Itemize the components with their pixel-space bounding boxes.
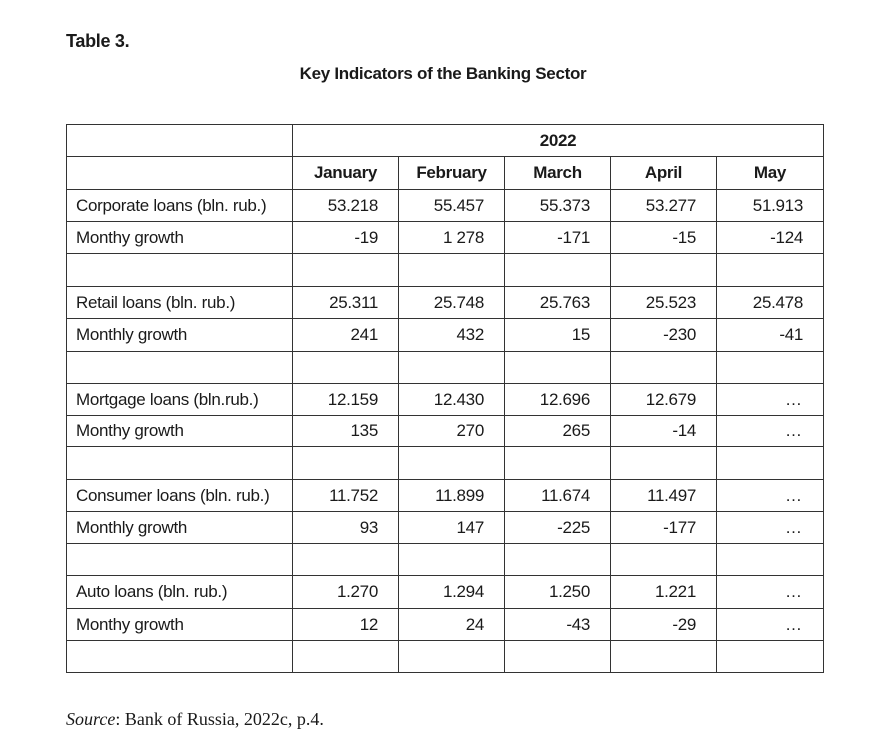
value-cell: 135 [293,416,399,447]
row-label: Monthly growth [67,319,293,352]
month-header: February [399,157,505,190]
empty-cell [505,254,611,287]
value-cell: 51.913 [717,190,824,222]
empty-cell [399,641,505,673]
value-cell: -225 [505,512,611,544]
value-cell: … [717,576,824,609]
table-row [67,384,824,416]
value-cell: 53.277 [611,190,717,222]
empty-cell [399,544,505,576]
value-cell: 241 [293,319,399,352]
empty-cell [67,641,293,673]
value-cell: 11.674 [505,480,611,512]
source-label: Source [66,709,116,729]
row-label: Monthy growth [67,222,293,254]
value-cell: 15 [505,319,611,352]
value-cell: -15 [611,222,717,254]
month-header: May [717,157,824,190]
empty-cell [293,447,399,480]
empty-cell [293,254,399,287]
value-cell: 265 [505,416,611,447]
value-cell: 55.457 [399,190,505,222]
value-cell: 1.294 [399,576,505,609]
table-row [67,190,824,222]
row-label: Monthly growth [67,512,293,544]
value-cell: -19 [293,222,399,254]
empty-cell [611,544,717,576]
empty-cell [67,254,293,287]
month-header: April [611,157,717,190]
table-row [67,287,824,319]
empty-cell [293,641,399,673]
empty-cell [717,254,824,287]
row-label: Corporate loans (bln. rub.) [67,190,293,222]
empty-cell [611,254,717,287]
year-header: 2022 [293,125,824,157]
table-row [67,576,824,609]
value-cell: 25.478 [717,287,824,319]
empty-cell [67,544,293,576]
table-row [67,609,824,641]
table-row [67,319,824,352]
table-row [67,512,824,544]
value-cell: 12.696 [505,384,611,416]
value-cell: 11.752 [293,480,399,512]
table-row [67,416,824,447]
value-cell: 12.430 [399,384,505,416]
empty-header-cell [67,125,293,157]
spacer-row [67,544,824,576]
value-cell: -171 [505,222,611,254]
source-note [66,709,324,730]
value-cell: 12.159 [293,384,399,416]
empty-cell [505,544,611,576]
empty-cell [505,352,611,384]
empty-cell [293,544,399,576]
year-header-row [67,125,824,157]
value-cell: -14 [611,416,717,447]
empty-cell [67,352,293,384]
empty-cell [717,447,824,480]
empty-cell [611,641,717,673]
value-cell: -41 [717,319,824,352]
value-cell: 1 278 [399,222,505,254]
value-cell: 11.497 [611,480,717,512]
value-cell: 25.763 [505,287,611,319]
month-header: January [293,157,399,190]
empty-cell [717,352,824,384]
value-cell: -29 [611,609,717,641]
table-row [67,480,824,512]
empty-header-cell [67,157,293,190]
spacer-row [67,254,824,287]
row-label: Mortgage loans (bln.rub.) [67,384,293,416]
value-cell: 12 [293,609,399,641]
value-cell: 1.250 [505,576,611,609]
spacer-row [67,352,824,384]
value-cell: 25.311 [293,287,399,319]
value-cell: -43 [505,609,611,641]
empty-cell [505,641,611,673]
empty-cell [717,641,824,673]
value-cell: 432 [399,319,505,352]
table-title: Key Indicators of the Banking Sector [299,64,587,83]
value-cell: 11.899 [399,480,505,512]
value-cell: -230 [611,319,717,352]
value-cell: … [717,512,824,544]
value-cell: 147 [399,512,505,544]
empty-cell [67,447,293,480]
value-cell: 93 [293,512,399,544]
value-cell: … [717,480,824,512]
value-cell: 25.748 [399,287,505,319]
empty-cell [399,352,505,384]
empty-cell [611,447,717,480]
table-number: Table 3. [66,31,130,51]
value-cell: -124 [717,222,824,254]
row-label: Consumer loans (bln. rub.) [67,480,293,512]
value-cell: 55.373 [505,190,611,222]
row-label: Auto loans (bln. rub.) [67,576,293,609]
row-label: Retail loans (bln. rub.) [67,287,293,319]
empty-cell [611,352,717,384]
empty-cell [399,254,505,287]
banking-indicators-table [66,124,824,673]
empty-cell [717,544,824,576]
empty-cell [505,447,611,480]
value-cell: 270 [399,416,505,447]
spacer-row [67,641,824,673]
value-cell: -177 [611,512,717,544]
value-cell: 25.523 [611,287,717,319]
value-cell: … [717,609,824,641]
value-cell: … [717,384,824,416]
table-row [67,222,824,254]
empty-cell [399,447,505,480]
source-text: : Bank of Russia, 2022c, p.4. [115,709,324,729]
row-label: Monthy growth [67,609,293,641]
value-cell: 24 [399,609,505,641]
value-cell: 53.218 [293,190,399,222]
value-cell: 1.221 [611,576,717,609]
value-cell: 1.270 [293,576,399,609]
month-header-row [67,157,824,190]
month-header: March [505,157,611,190]
value-cell: … [717,416,824,447]
row-label: Monthy growth [67,416,293,447]
spacer-row [67,447,824,480]
empty-cell [293,352,399,384]
value-cell: 12.679 [611,384,717,416]
